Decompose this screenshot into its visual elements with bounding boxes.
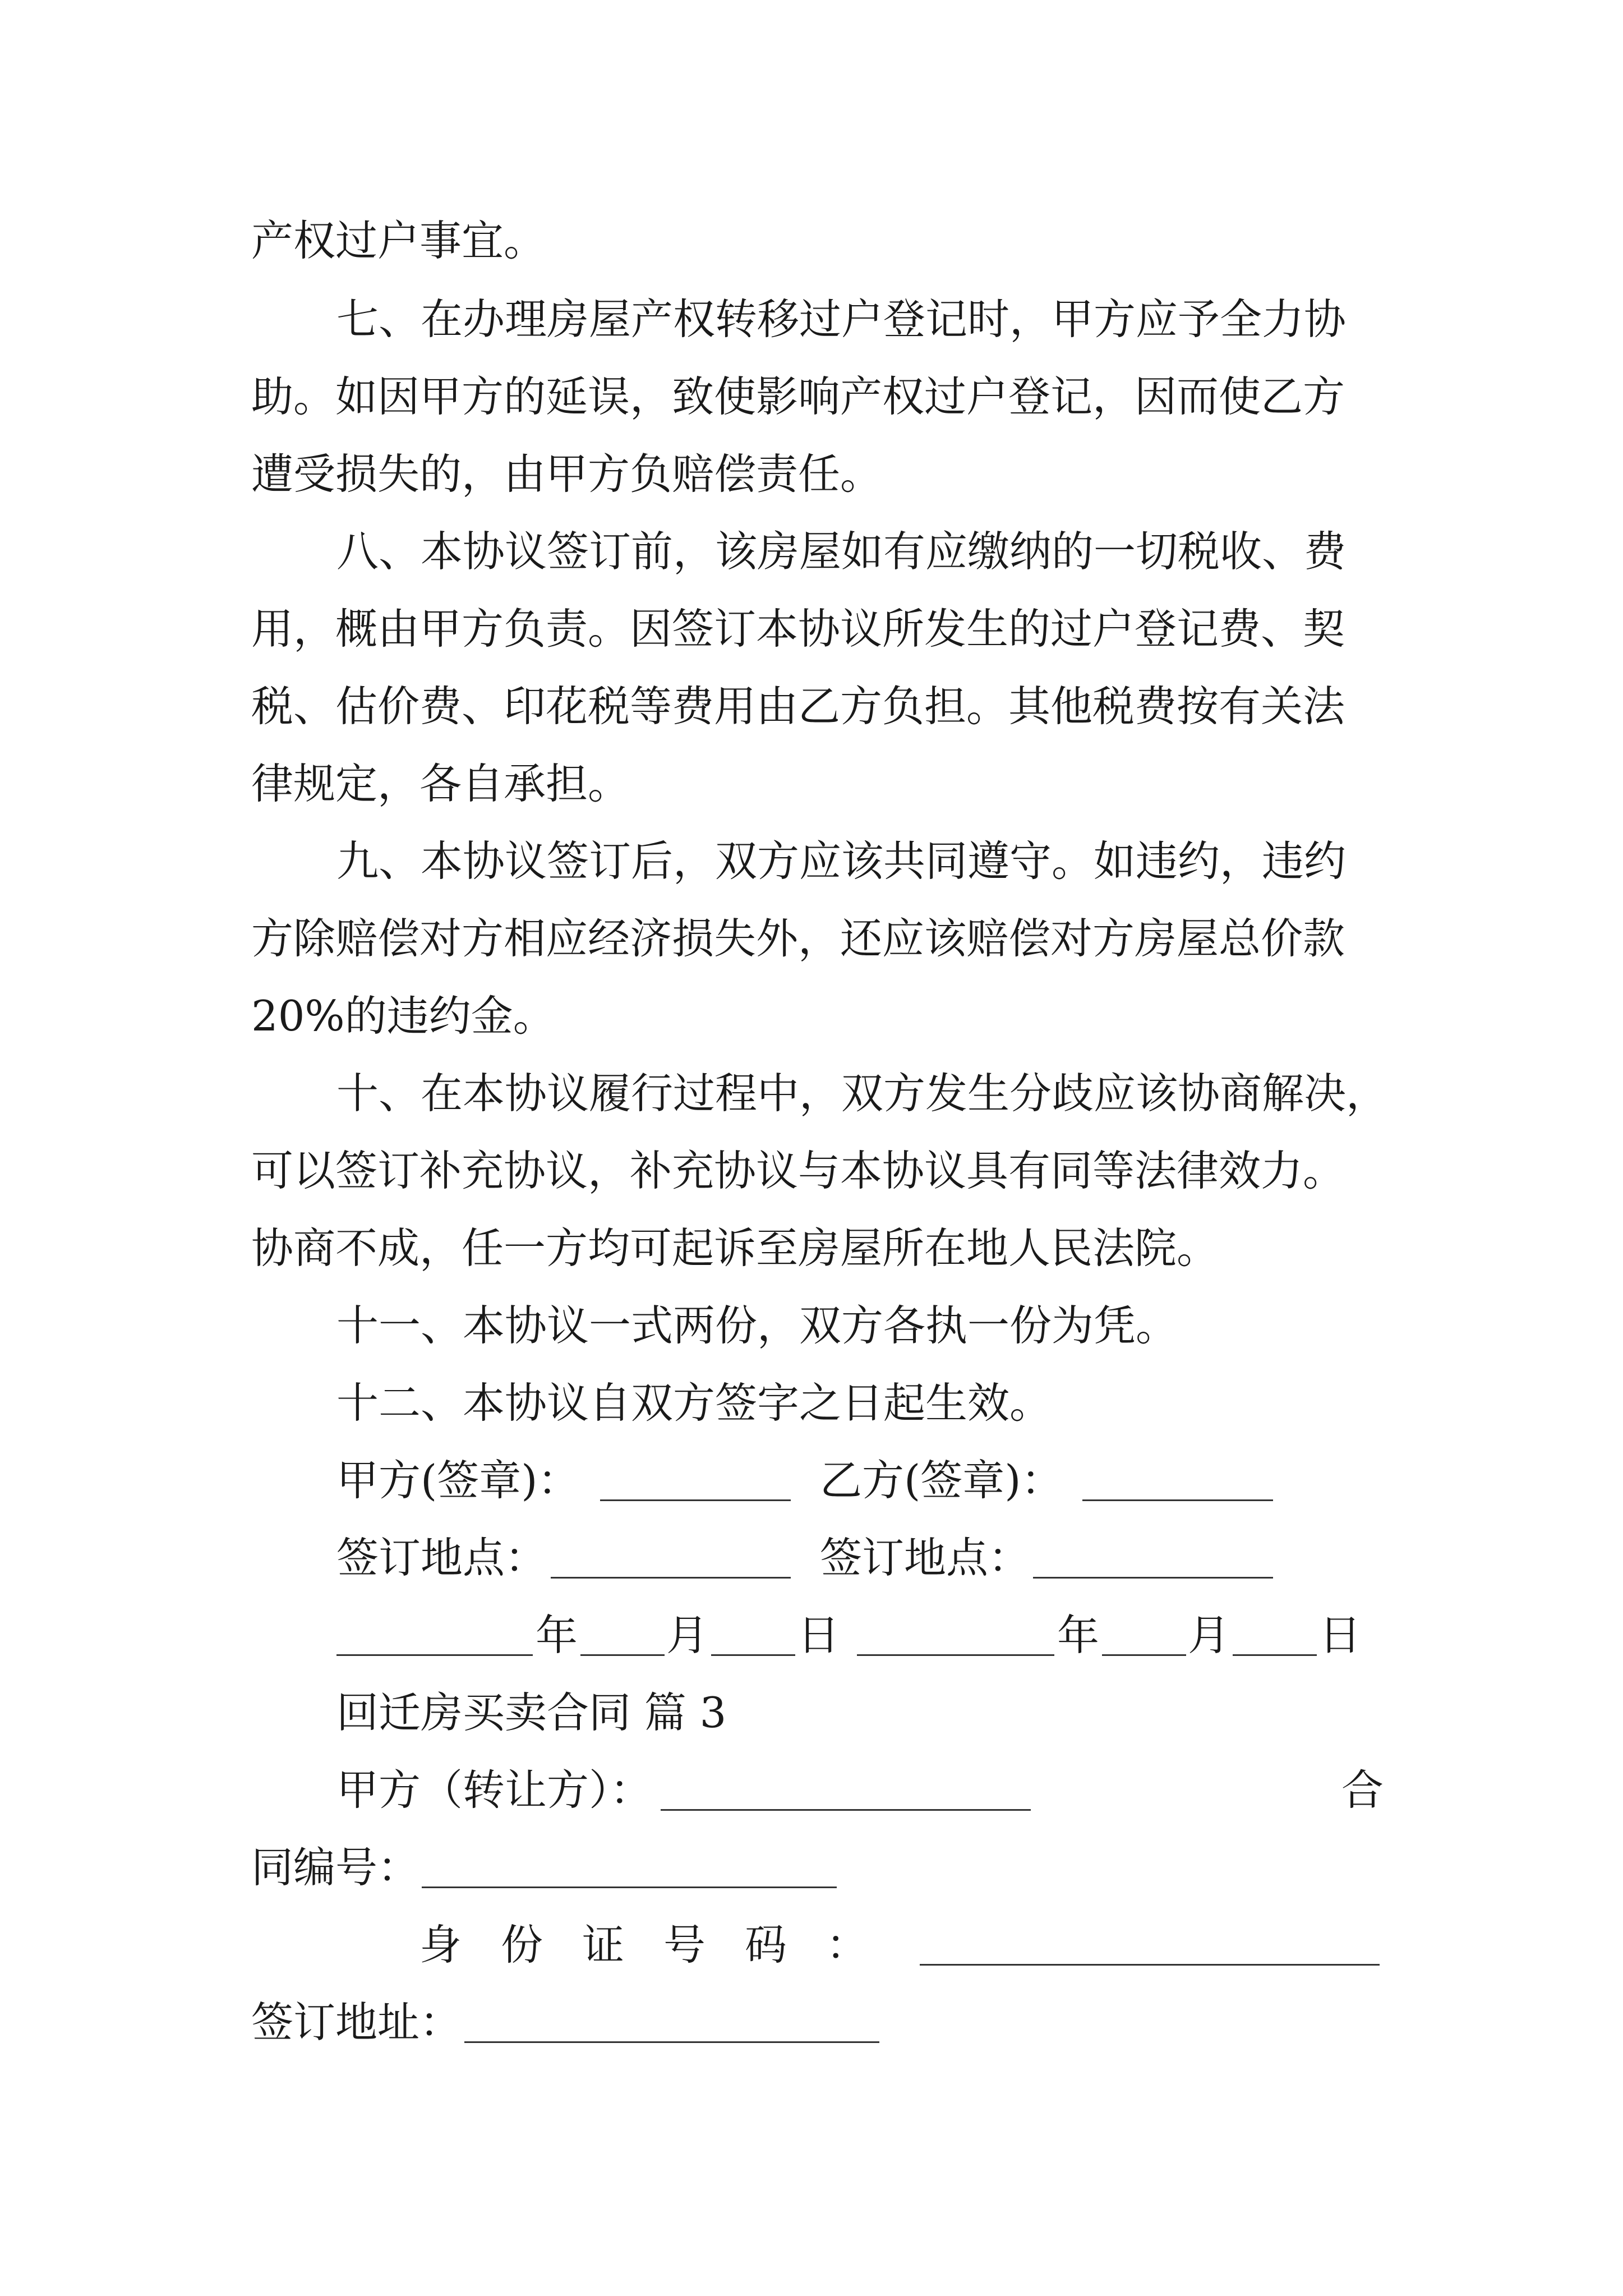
date-b-year-label: 年 (1057, 1611, 1100, 1660)
date-b-year-blank (857, 1654, 1054, 1656)
party-b-signature-label: 乙方(签章)： (820, 1456, 1063, 1505)
clause-12: 十二、本协议自双方签字之日起生效。 (336, 1378, 1052, 1428)
date-b-day-label: 日 (1319, 1611, 1362, 1660)
date-a-month-blank (580, 1654, 665, 1656)
clause-9-line: 方除赔偿对方相应经济损失外，还应该赔偿对方房屋总价款 (251, 914, 1345, 963)
clause-8-line: 用，概由甲方负责。因签订本协议所发生的过户登记费、契 (251, 604, 1345, 654)
clause-10-line: 可以签订补充协议，补充协议与本协议具有同等法律效力。 (251, 1146, 1345, 1195)
id-char: 份 (500, 1920, 543, 1970)
contract-no-label-start: 合 (1341, 1765, 1384, 1815)
date-a-year-label: 年 (536, 1611, 578, 1660)
date-a-month-label: 月 (666, 1611, 709, 1660)
party-b-signature-blank (1082, 1499, 1273, 1501)
date-b-month-label: 月 (1188, 1611, 1230, 1660)
paragraph-line: 产权过户事宜。 (251, 216, 546, 265)
transferor-blank (661, 1809, 1031, 1811)
clause-7-line: 助。如因甲方的延误，致使影响产权过户登记，因而使乙方 (251, 372, 1345, 421)
section-3-title: 回迁房买卖合同 篇 3 (336, 1688, 727, 1737)
contract-no-blank (422, 1886, 837, 1888)
id-char: 身 (419, 1920, 462, 1970)
sign-address-blank (464, 2041, 879, 2043)
clause-7-line: 七、在办理房屋产权转移过户登记时，甲方应予全力协 (336, 295, 1347, 344)
clause-7-line: 遭受损失的，由甲方负赔偿责任。 (251, 449, 883, 499)
sign-address-label: 签订地址： (251, 1998, 462, 2047)
id-char: 号 (663, 1920, 706, 1970)
clause-10-line: 协商不成，任一方均可起诉至房屋所在地人民法院。 (251, 1223, 1219, 1273)
party-b-place-label: 签订地点： (820, 1533, 1031, 1582)
party-a-signature-blank (600, 1499, 791, 1501)
date-b-day-blank (1233, 1654, 1317, 1656)
party-b-place-blank (1033, 1576, 1273, 1579)
clause-11: 十一、本协议一式两份，双方各执一份为凭。 (336, 1301, 1178, 1350)
date-a-day-blank (711, 1654, 795, 1656)
clause-9-line: 九、本协议签订后，双方应该共同遵守。如违约，违约 (336, 836, 1347, 886)
party-a-place-label: 签订地点： (336, 1533, 547, 1582)
id-number-label (419, 1920, 868, 1970)
clause-9-line: 20%的违约金。 (251, 991, 555, 1041)
id-char: 码 (744, 1920, 787, 1970)
party-a-place-blank (551, 1576, 791, 1579)
clause-8-line: 律规定，各自承担。 (251, 759, 630, 808)
date-a-day-label: 日 (797, 1611, 840, 1660)
id-number-blank (920, 1963, 1380, 1966)
party-a-signature-label: 甲方(签章)： (336, 1456, 580, 1505)
contract-no-label: 同编号： (251, 1843, 420, 1892)
clause-8-line: 八、本协议签订前，该房屋如有应缴纳的一切税收、费 (336, 527, 1347, 576)
date-b-month-blank (1102, 1654, 1186, 1656)
clause-10-line: 十、在本协议履行过程中，双方发生分歧应该协商解决， (336, 1069, 1389, 1118)
id-char: ： (826, 1920, 868, 1970)
clause-8-line: 税、估价费、印花税等费用由乙方负担。其他税费按有关法 (251, 682, 1345, 731)
date-a-year-blank (336, 1654, 533, 1656)
transferor-label: 甲方（转让方）： (336, 1765, 652, 1815)
id-char: 证 (582, 1920, 624, 1970)
